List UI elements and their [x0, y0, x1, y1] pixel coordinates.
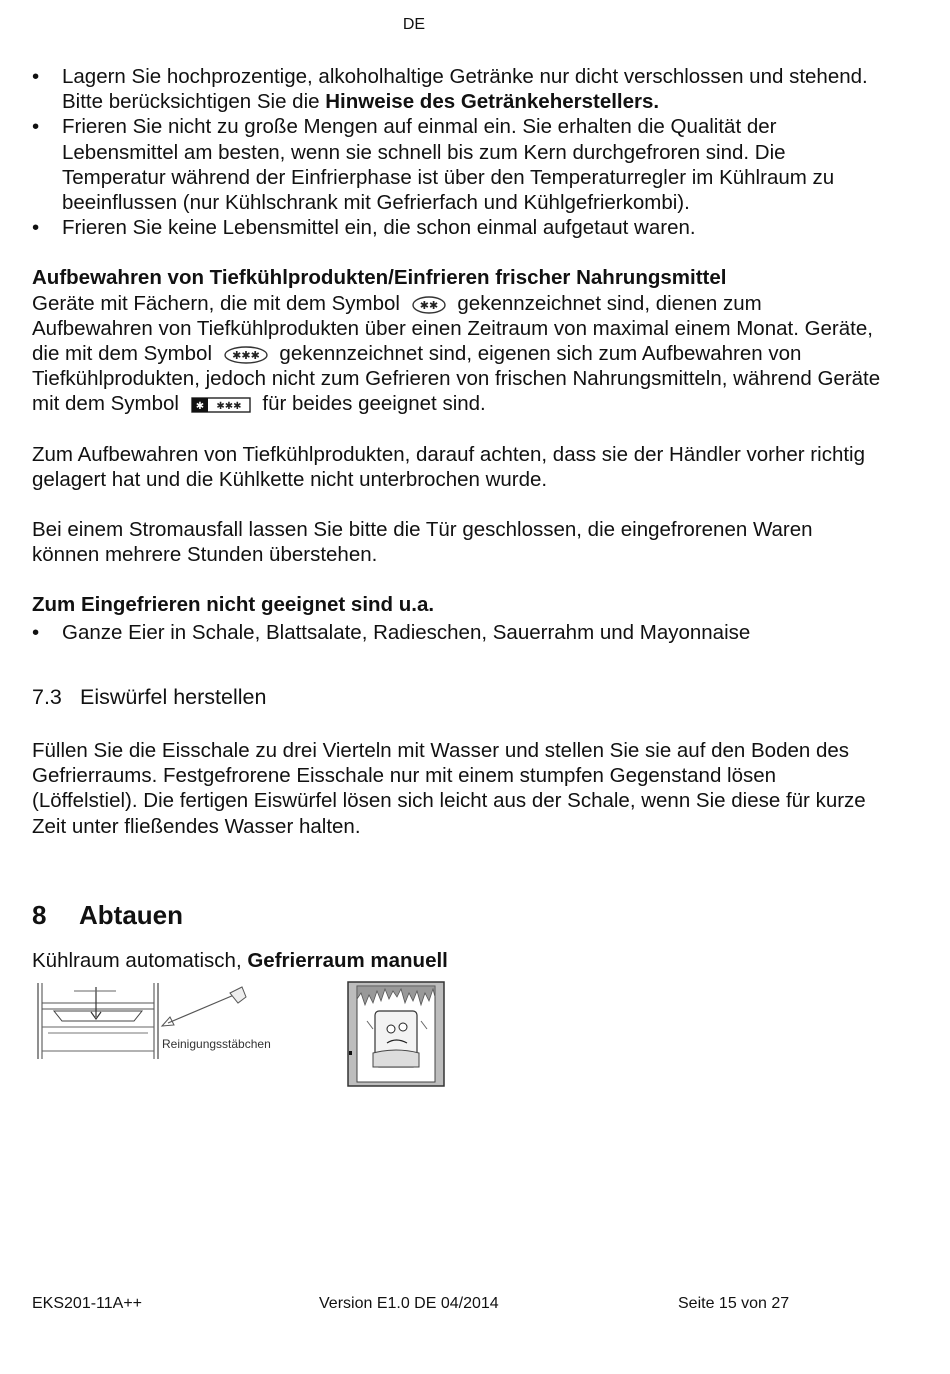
two-star-freezer-icon: [412, 296, 446, 314]
list-item-text: Frieren Sie nicht zu große Mengen auf einmal ein. Sie erhalten die Qualität der Lebensmittel am besten, wenn sie schnell bis zum Kern durchgefroren sind. Die Temperatur während der Einfrierphase ist über den Temperaturregler im Kühlraum zu beeinflussen (nur Kühlschrank mit Gefrierfach und Kühlgefrierkombi).: [62, 115, 835, 215]
four-star-freezer-icon: [191, 396, 251, 414]
chapter-heading-8: [32, 899, 882, 930]
chapter-number: 8: [32, 899, 47, 930]
three-star-freezer-icon: [224, 346, 268, 364]
list-item: [32, 64, 882, 114]
figure-caption: Reinigungsstäbchen: [162, 1037, 271, 1052]
storage-text-part: für beides geeignet sind.: [262, 392, 486, 416]
defrost-figures: [32, 981, 882, 1101]
bullet-list-top: [32, 64, 882, 240]
storage-heading: Aufbewahren von Tiefkühlprodukten/Einfrieren frischer Nahrungsmittel: [32, 266, 727, 290]
list-item-text: Frieren Sie keine Lebensmittel ein, die schon einmal aufgetaut waren.: [62, 216, 696, 240]
ice-cube-paragraph: Füllen Sie die Eisschale zu drei Vierteln mit Wasser und stellen Sie sie auf den Boden des Gefrierraums. Festgefrorene Eisschale nur mit einem stumpfen Gegenstand lösen (Löffelstiel). Die fertigen Eiswürfel lösen sich leicht aus der Schale, wenn Sie diese für kurze Zeit unter fließendes Wasser halten.: [32, 739, 866, 838]
bullet-icon: •: [32, 115, 40, 139]
defrost-subtitle-normal: Kühlraum automatisch,: [32, 949, 248, 973]
storage-text-part: gekennzeichnet sind, eigenen sich zum Aufbewahren von Tiefkühlprodukten, jedoch nicht zum Gefrieren von frischen Nahrungsmitteln, während Geräte mit dem Symbol: [32, 342, 881, 416]
svg-text:✱✱✱: ✱✱✱: [231, 349, 260, 363]
section-title: Eiswürfel herstellen: [80, 684, 267, 709]
bullet-list-unsuitable: [32, 620, 882, 645]
storage-paragraph-symbols: [32, 291, 882, 417]
svg-text:✱: ✱: [195, 401, 204, 413]
section-number: 7.3: [32, 684, 62, 709]
list-item-text: Ganze Eier in Schale, Blattsalate, Radieschen, Sauerrahm und Mayonnaise: [62, 620, 751, 644]
storage-paragraph-power-outage: Bei einem Stromausfall lassen Sie bitte die Tür geschlossen, die eingefrorenen Waren können mehrere Stunden überstehen.: [32, 518, 813, 567]
list-item: [32, 114, 882, 215]
storage-text-part: Geräte mit Fächern, die mit dem Symbol: [32, 291, 400, 315]
section-heading-7-3: [32, 685, 882, 710]
list-item: [32, 215, 882, 240]
frozen-freezer-illustration: [347, 981, 445, 1087]
document-body: [32, 64, 882, 1101]
page-header-language: DE: [402, 16, 426, 33]
storage-paragraph-cold-chain: Zum Aufbewahren von Tiefkühlprodukten, darauf achten, dass sie der Händler vorher richtig gelagert hat und die Kühlkette nicht unterbrochen wurde.: [32, 442, 865, 491]
footer-page-number: Seite 15 von 27: [678, 1295, 790, 1312]
footer-model: EKS201-11A++: [32, 1295, 143, 1312]
bullet-icon: •: [32, 620, 40, 644]
chapter-title: Abtauen: [79, 899, 183, 930]
svg-text:✱✱✱: ✱✱✱: [216, 401, 242, 413]
unsuitable-heading: Zum Eingefrieren nicht geeignet sind u.a.: [32, 593, 435, 617]
bullet-icon: •: [32, 65, 40, 88]
list-item-text: Lagern Sie hochprozentige, alkoholhaltige Getränke nur dicht verschlossen und stehend. Bitte berücksichtigen Sie die: [62, 65, 868, 114]
defrost-subtitle-bold: Gefrierraum manuell: [247, 949, 448, 973]
bullet-icon: •: [32, 216, 40, 240]
footer-version: Version E1.0 DE 04/2014: [319, 1295, 499, 1312]
list-item-bold-text: Hinweise des Getränkeherstellers.: [325, 90, 660, 114]
defrost-subtitle: [32, 948, 882, 973]
svg-text:✱✱: ✱✱: [419, 298, 438, 312]
list-item: [32, 620, 882, 645]
storage-text-part: gekennzeichnet sind, dienen zum Aufbewahren von Tiefkühlprodukten über einen Zeitraum von maximal einem Monat. Geräte, die mit dem Symbol: [32, 291, 873, 366]
